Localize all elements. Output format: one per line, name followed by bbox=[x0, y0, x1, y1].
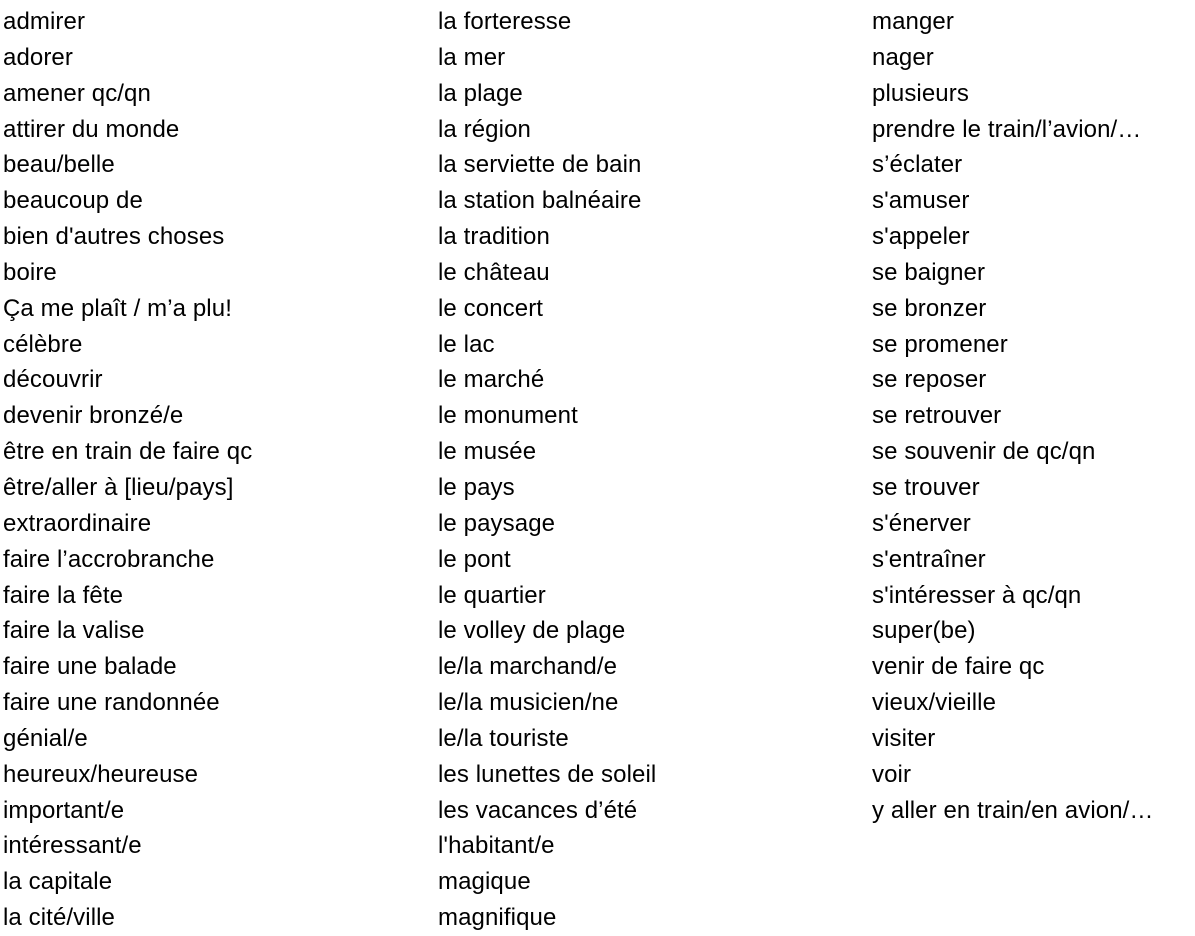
vocabulary-entry: le pont bbox=[438, 545, 511, 573]
vocabulary-entry: le marché bbox=[438, 366, 545, 394]
vocabulary-entry: la forteresse bbox=[438, 8, 572, 35]
vocabulary-entry: attirer du monde bbox=[3, 115, 180, 143]
vocabulary-entry: adorer bbox=[3, 43, 73, 71]
vocabulary-entry: la plage bbox=[438, 79, 523, 107]
vocabulary-entry: l'habitant/e bbox=[438, 832, 555, 860]
vocabulary-entry: Ça me plaît / m’a plu! bbox=[3, 294, 232, 322]
vocabulary-entry: la tradition bbox=[438, 223, 550, 251]
vocabulary-entry: admirer bbox=[3, 8, 86, 35]
vocabulary-entry: le pays bbox=[438, 473, 515, 501]
vocabulary-entry: la mer bbox=[438, 43, 506, 71]
vocabulary-entry: faire la valise bbox=[3, 617, 145, 645]
vocabulary-entry: célèbre bbox=[3, 330, 83, 358]
vocabulary-entry: le château bbox=[438, 258, 550, 286]
vocabulary-entry: les vacances d’été bbox=[438, 796, 638, 824]
vocabulary-entry: se souvenir de qc/qn bbox=[872, 438, 1096, 466]
vocabulary-entry: extraordinaire bbox=[3, 509, 152, 537]
vocabulary-entry: s'entraîner bbox=[872, 545, 986, 573]
vocabulary-list bbox=[3, 4, 1195, 932]
vocabulary-entry: boire bbox=[3, 258, 57, 286]
vocabulary-entry: se promener bbox=[872, 330, 1008, 358]
vocabulary-entry: s'énerver bbox=[872, 509, 971, 537]
vocabulary-entry: y aller en train/en avion/… bbox=[872, 796, 1154, 824]
vocabulary-column-3 bbox=[872, 4, 1154, 828]
vocabulary-entry: la cité/ville bbox=[3, 904, 116, 932]
vocabulary-entry: nager bbox=[872, 43, 934, 71]
vocabulary-entry: la station balnéaire bbox=[438, 187, 642, 215]
vocabulary-entry: manger bbox=[872, 8, 954, 35]
vocabulary-entry: faire une balade bbox=[3, 653, 177, 681]
vocabulary-entry: le/la marchand/e bbox=[438, 653, 618, 681]
vocabulary-entry: devenir bronzé/e bbox=[3, 402, 184, 430]
vocabulary-entry: se retrouver bbox=[872, 402, 1002, 430]
vocabulary-entry: s'appeler bbox=[872, 223, 970, 251]
vocabulary-entry: la capitale bbox=[3, 868, 113, 896]
vocabulary-entry: se trouver bbox=[872, 473, 980, 501]
vocabulary-entry: amener qc/qn bbox=[3, 79, 151, 107]
vocabulary-entry: vieux/vieille bbox=[872, 689, 997, 717]
vocabulary-entry: plusieurs bbox=[872, 79, 969, 107]
vocabulary-entry: voir bbox=[872, 760, 912, 788]
vocabulary-entry: être/aller à [lieu/pays] bbox=[3, 473, 234, 501]
vocabulary-entry: intéressant/e bbox=[3, 832, 142, 860]
vocabulary-entry: être en train de faire qc bbox=[3, 438, 253, 466]
vocabulary-entry: visiter bbox=[872, 724, 936, 752]
vocabulary-entry: magique bbox=[438, 868, 531, 896]
vocabulary-entry: la serviette de bain bbox=[438, 151, 642, 179]
vocabulary-entry: super(be) bbox=[872, 617, 976, 645]
vocabulary-entry: s'intéresser à qc/qn bbox=[872, 581, 1082, 609]
vocabulary-entry: le lac bbox=[438, 330, 495, 358]
vocabulary-entry: le musée bbox=[438, 438, 537, 466]
vocabulary-entry: important/e bbox=[3, 796, 125, 824]
vocabulary-entry: s'amuser bbox=[872, 187, 970, 215]
vocabulary-entry: génial/e bbox=[3, 724, 88, 752]
vocabulary-entry: le monument bbox=[438, 402, 578, 430]
vocabulary-entry: le quartier bbox=[438, 581, 546, 609]
vocabulary-entry: s’éclater bbox=[872, 151, 963, 179]
vocabulary-entry: se baigner bbox=[872, 258, 986, 286]
vocabulary-entry: faire la fête bbox=[3, 581, 124, 609]
vocabulary-entry: venir de faire qc bbox=[872, 653, 1045, 681]
vocabulary-entry: faire une randonnée bbox=[3, 689, 220, 717]
vocabulary-entry: les lunettes de soleil bbox=[438, 760, 657, 788]
vocabulary-entry: découvrir bbox=[3, 366, 103, 394]
vocabulary-entry: le concert bbox=[438, 294, 544, 322]
vocabulary-entry: se bronzer bbox=[872, 294, 987, 322]
vocabulary-entry: beau/belle bbox=[3, 151, 115, 179]
vocabulary-column-2 bbox=[438, 4, 656, 936]
vocabulary-entry: la région bbox=[438, 115, 531, 143]
vocabulary-entry: bien d'autres choses bbox=[3, 223, 225, 251]
vocabulary-entry: faire l’accrobranche bbox=[3, 545, 215, 573]
vocabulary-entry: magnifique bbox=[438, 904, 557, 932]
vocabulary-entry: le/la musicien/ne bbox=[438, 689, 619, 717]
vocabulary-column-1 bbox=[3, 4, 252, 936]
vocabulary-entry: prendre le train/l’avion/… bbox=[872, 115, 1142, 143]
vocabulary-entry: heureux/heureuse bbox=[3, 760, 199, 788]
vocabulary-entry: le paysage bbox=[438, 509, 556, 537]
vocabulary-entry: le/la touriste bbox=[438, 724, 569, 752]
vocabulary-entry: le volley de plage bbox=[438, 617, 626, 645]
vocabulary-entry: beaucoup de bbox=[3, 187, 143, 215]
vocabulary-entry: se reposer bbox=[872, 366, 987, 394]
